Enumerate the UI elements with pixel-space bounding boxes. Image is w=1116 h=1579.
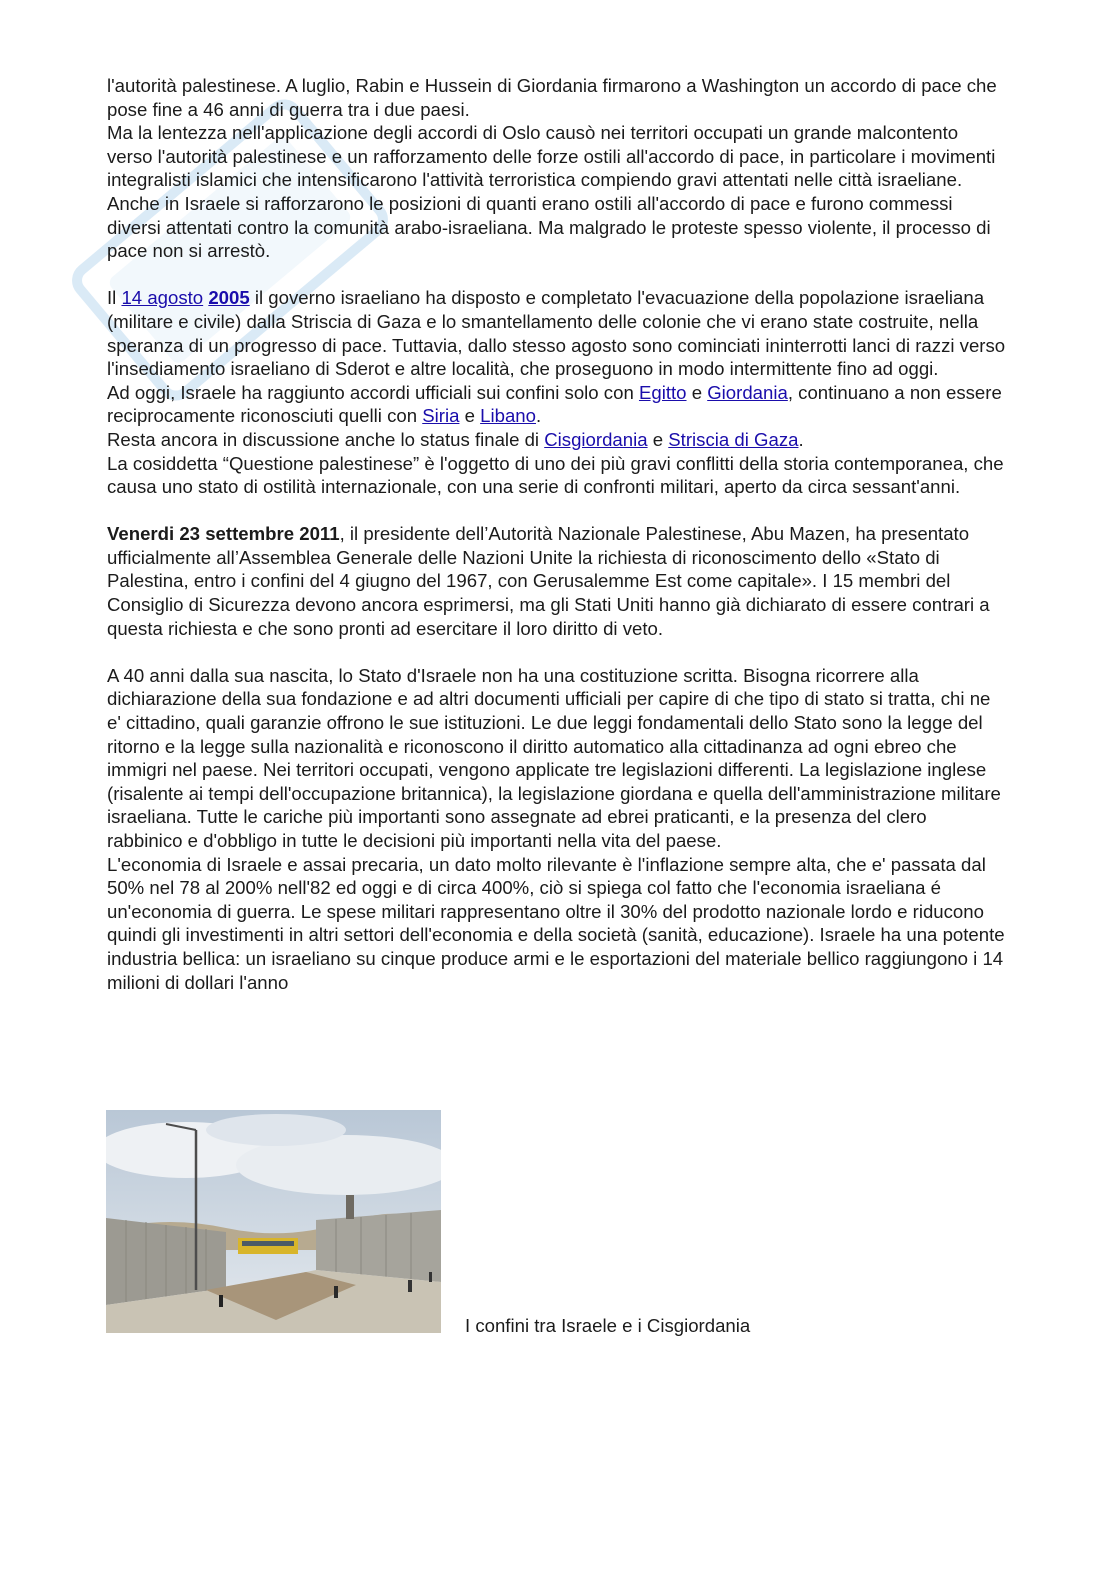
border-wall-photo-image <box>106 1110 441 1333</box>
date-highlight: Venerdi 23 settembre 2011 <box>107 523 340 545</box>
link-egitto[interactable]: Egitto <box>638 381 687 403</box>
border-wall-photo <box>106 1110 441 1333</box>
paragraph-oslo-2: Ma la lentezza nell'applicazione degli accordi di Oslo causò nei territori occupati un grande malcontento verso l'autorità palestinese e un rafforzamento delle forze ostili all'accordo di pace, in particolare i movimenti integralisti islamici che intensificarono l'attività terroristica compiendo gravi attentati nelle città israeliane. Anche in Israele si rafforzarono le posizioni di quanti erano ostili all'accordo di pace e furono commessi diversi attentati contro la comunità arabo-israeliana. Ma malgrado le proteste spesso violente, il processo di pace non si arrestò. <box>107 122 996 262</box>
link-2005[interactable]: 2005 <box>208 287 250 309</box>
document-body <box>107 74 1007 994</box>
paragraph-un-request: Venerdi 23 settembre 2011, il presidente dell’Autorità Nazionale Palestinese, Abu Mazen, ha presentato ufficialmente all’Assemblea Generale delle Nazioni Unite la richiesta di riconoscimento dello «Stato di Palestina, entro i confini del 4 giugno del 1967, con Gerusalemme Est come capitale». I 15 membri del Consiglio di Sicurezza devono ancora esprimersi, ma gli Stati Uniti hanno già dichiarato di essere contrari a questa richiesta e che sono pronti ad esercitare il loro diritto di veto. <box>107 523 990 639</box>
paragraph-questione-palestinese: La cosiddetta “Questione palestinese” è l'oggetto di uno dei più gravi conflitti della storia contemporanea, che causa uno stato di ostilità internazionale, con una serie di confronti militari, aperto da circa sessant'anni. <box>107 452 1004 498</box>
paragraph-gaza-evacuation: Il 14 agosto 2005 il governo israeliano ha disposto e completato l'evacuazione della popolazione israeliana (militare e civile) dalla Striscia di Gaza e lo smantellamento delle colonie che vi erano state costruite, nella speranza di un progresso di pace. Tuttavia, dallo stesso agosto sono cominciati ininterrotti lanci di razzi verso l'insediamento israeliano di Sderot e altre località, che proseguono in modo intermittente fino ad oggi. <box>107 287 1006 380</box>
paragraph-oslo-1: l'autorità palestinese. A luglio, Rabin e Hussein di Giordania firmarono a Washington un accordo di pace che pose fine a 46 anni di guerra tra i due paesi. <box>107 75 997 120</box>
link-giordania[interactable]: Giordania <box>707 381 788 403</box>
link-striscia-di-gaza[interactable]: Striscia di Gaza <box>668 428 799 450</box>
paragraph-constitution: A 40 anni dalla sua nascita, lo Stato d'Israele non ha una costituzione scritta. Bisogna ricorrere alla dichiarazione della sua fondazione e ad altri documenti ufficiali per capire di che tipo di stato si tratta, chi ne e' cittadino, quali garanzie offrono le sue istituzioni. Le due leggi fondamentali dello Stato sono la legge del ritorno e la legge sulla nazionalità e riconoscono il diritto automatico alla cittadinanza ad ogni ebreo che immigri nel paese. Nei territori occupati, vengono applicate tre legislazioni differenti. La legislazione inglese (risalente ai tempi dell'occupazione britannica), la legislazione giordana e quella dell'amministrazione militare israeliana. Tutte le cariche più importanti sono assegnate ad ebrei praticanti, e la presenza del clero rabbinico e d'obbligo in tutte le decisioni più importanti nella vita del paese. <box>107 664 1001 851</box>
link-libano[interactable]: Libano <box>480 405 536 427</box>
link-cisgiordania[interactable]: Cisgiordania <box>544 428 648 450</box>
paragraph-status: Resta ancora in discussione anche lo status finale di Cisgiordania e Striscia di Gaza. <box>107 428 804 450</box>
link-14-agosto[interactable]: 14 agosto <box>121 287 204 309</box>
paragraph-borders: Ad oggi, Israele ha raggiunto accordi ufficiali sui confini solo con Egitto e Giordania, continuano a non essere reciprocamente riconosciuti quelli con Siria e Libano. <box>107 381 1002 427</box>
paragraph-economy: L'economia di Israele e assai precaria, un dato molto rilevante è l'inflazione sempre alta, che e' passata dal 50% nel 78 al 200% nell'82 ed oggi e di circa 400%, ciò si spiega col fatto che l'economia israeliana é un'economia di guerra. Le spese militari rappresentano oltre il 30% del prodotto nazionale lordo e riducono quindi gli investimenti in altri settori dell'economia e della società (sanità, educazione). Israele ha una potente industria bellica: un israeliano su cinque produce armi e le esportazioni del materiale bellico raggiungono i 14 milioni di dollari l'anno <box>107 853 1005 993</box>
photo-caption: I confini tra Israele e i Cisgiordania <box>465 1315 751 1336</box>
link-siria[interactable]: Siria <box>422 405 460 427</box>
